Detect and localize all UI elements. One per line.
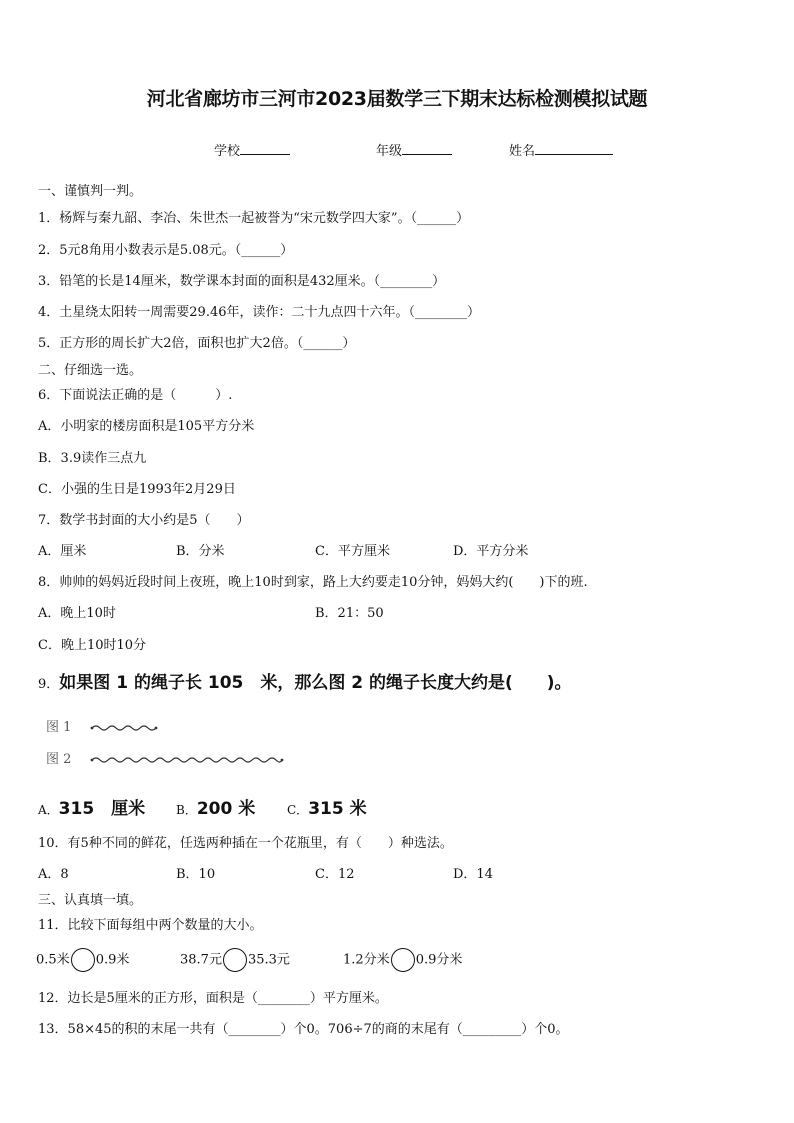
question-6-option-c: C．小强的生日是1993年2月29日 [38,482,236,497]
compare-pair-1 [36,948,129,972]
question-9-text: 如果图 1 的绳子长 105 米，那么图 2 的绳子长度大约是( )。 [59,673,572,693]
name-field [509,140,613,159]
question-7-option-d: D．平方分米 [453,544,529,559]
question-9-option-a-text: 315 厘米 [58,799,146,819]
question-9-number: 9． [38,677,60,692]
compare-3-left: 1.2分米 [343,952,390,968]
compare-circle-1[interactable] [71,948,95,972]
compare-3-right: 0.9分米 [415,952,463,968]
compare-pair-3 [343,948,462,972]
compare-1-left: 0.5米 [36,952,70,968]
school-field [214,140,290,159]
page-title: 河北省廊坊市三河市2023届数学三下期末达标检测模拟试题 [146,88,648,110]
question-9-option-b-text: 200 米 [196,799,256,819]
question-7-option-b: B．分米 [176,544,225,559]
compare-1-right: 0.9米 [95,952,130,968]
question-13: 13．58×45的积的末尾一共有（________）个0。706÷7的商的末尾有（_________）个0。 [38,1022,569,1037]
compare-2-right: 35.3元 [247,952,290,968]
compare-circle-2[interactable] [223,948,247,972]
figure-2-rope [90,754,286,766]
section-1-heading: 一、谨慎判一判。 [38,184,143,199]
question-9-option-a [38,794,145,819]
question-10-option-d: D．14 [453,867,493,882]
figure-1-rope [90,722,162,734]
question-8-option-c: C．晚上10时10分 [38,638,147,653]
grade-field [376,140,452,159]
question-1: 1．杨辉与秦九韶、李冶、朱世杰一起被誉为“宋元数学四大家”。（______） [38,211,470,226]
section-2-heading: 二、仔细选一选。 [38,363,143,378]
question-9-option-b [176,794,255,819]
question-9-option-b-letter: B． [176,803,197,817]
question-9-option-c-letter: C． [287,803,309,817]
question-9-option-c [287,794,367,819]
question-2: 2．5元8角用小数表示是5.08元。（______） [38,243,294,258]
question-12: 12．边长是5厘米的正方形，面积是（________）平方厘米。 [38,991,388,1006]
question-9-option-c-text: 315 米 [308,799,367,819]
name-blank [535,142,613,155]
question-9-option-a-letter: A． [38,803,59,817]
question-11-stem: 11．比较下面每组中两个数量的大小。 [38,918,263,933]
figure-1-label: 图 1 [46,720,72,735]
question-3: 3．铅笔的长是14厘米，数学课本封面的面积是432厘米。（________） [38,274,446,289]
question-5: 5．正方形的周长扩大2倍，面积也扩大2倍。（______） [38,336,356,351]
compare-2-left: 38.7元 [180,952,222,968]
school-blank [240,142,290,155]
grade-blank [402,142,452,155]
question-7-stem: 7．数学书封面的大小约是5（ ） [38,513,250,528]
question-10-option-b: B．10 [176,867,216,882]
question-4: 4．土星绕太阳转一周需要29.46年，读作：二十九点四十六年。（________） [38,305,480,320]
question-6-option-a: A．小明家的楼房面积是105平方分米 [38,419,255,434]
question-10-option-c: C．12 [315,867,355,882]
compare-circle-3[interactable] [391,948,415,972]
compare-pair-2 [180,948,290,972]
question-8-option-b: B．21：50 [315,606,384,621]
grade-label: 年级 [376,144,403,159]
question-10-option-a: A．8 [38,867,69,882]
section-3-heading: 三、认真填一填。 [38,893,143,908]
question-8-option-a: A．晚上10时 [38,606,116,621]
school-label: 学校 [214,144,241,159]
question-9-stem [38,668,572,693]
question-7-option-c: C．平方厘米 [315,544,390,559]
question-8-stem: 8．帅帅的妈妈近段时间上夜班，晚上10时到家，路上大约要走10分钟，妈妈大约( )下的班. [38,575,588,590]
question-6-option-b: B．3.9读作三点九 [38,451,147,466]
question-10-stem: 10．有5种不同的鲜花，任选两种插在一个花瓶里，有（ ）种选法。 [38,836,453,851]
figure-2-label: 图 2 [46,752,72,767]
question-6-stem: 6．下面说法正确的是（ ）. [38,388,233,403]
question-7-option-a: A．厘米 [38,544,87,559]
name-label: 姓名 [509,144,536,159]
